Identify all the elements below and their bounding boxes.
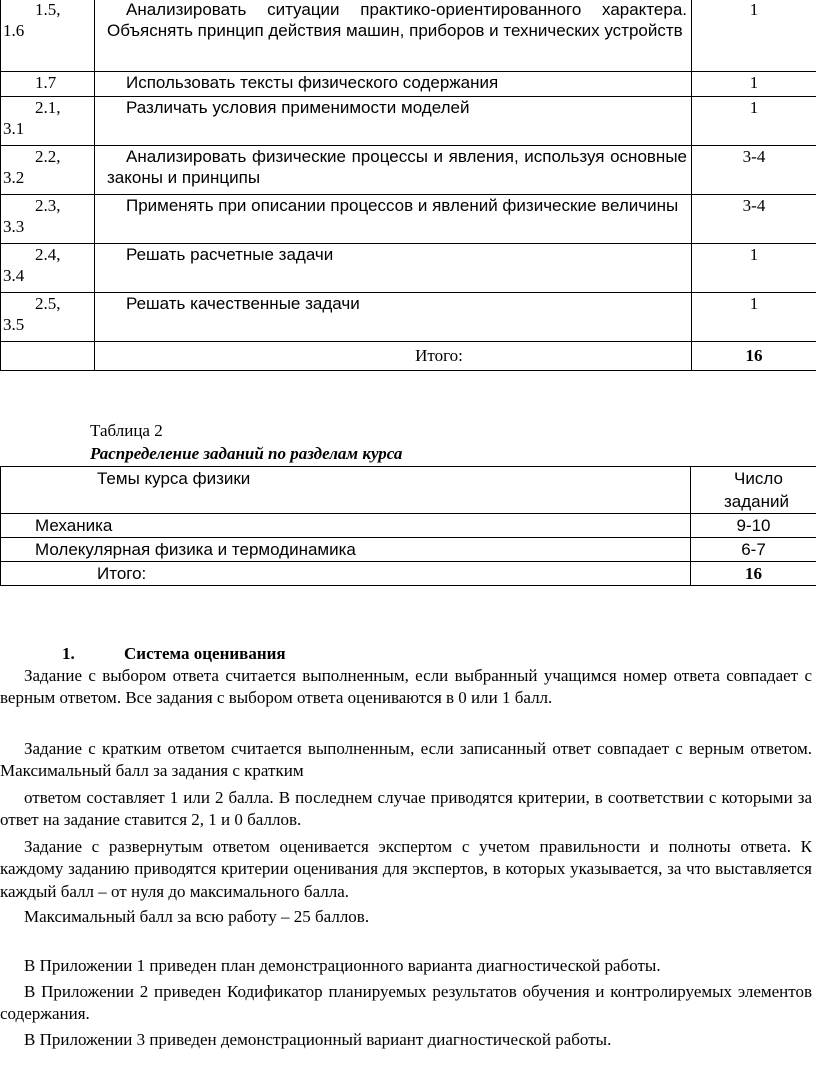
row-task-count: 1 (692, 293, 816, 342)
table2-total-row (1, 562, 816, 586)
paragraph-choice-tasks: Задание с выбором ответа считается выполненным, если выбранный учащимся номер ответа совпадает с верным ответом. Все задания с выбором ответа оцениваются в 0 или 1 балл. (0, 666, 812, 708)
row-code-line1: 1.5, (35, 0, 61, 19)
paragraph-appendix-1: В Приложении 1 приведен план демонстрационного варианта диагностической работы. (24, 956, 661, 975)
table2-header-topics: Темы курса физики (1, 467, 691, 514)
row-code-line1: 2.5, (35, 294, 61, 313)
row-description: Анализировать физические процессы и явления, используя основные законы и принципы (95, 146, 692, 195)
empty-cell (1, 342, 95, 371)
section-title: Система оценивания (124, 644, 286, 663)
table2-caption-title: Распределение заданий по разделам курса (90, 444, 403, 463)
row-code-line2: 3.4 (3, 266, 25, 285)
row-description: Анализировать ситуации практико-ориентированного характера. Объяснять принцип действия машин, приборов и технических устройств (95, 0, 692, 72)
table2-header-count-line1: Число (734, 469, 783, 488)
paragraph-short-answer: Задание с кратким ответом считается выполненным, если записанный ответ совпадает с верным ответом. Максимальный балл за задания с кратким (0, 739, 812, 781)
table2-row-count: 9-10 (691, 514, 816, 538)
requirements-table-body (1, 0, 816, 371)
table2-caption-number: Таблица 2 (90, 421, 163, 440)
table-row (1, 293, 816, 342)
table2-row-count: 6-7 (691, 538, 816, 562)
paragraph-max-score: Максимальный балл за всю работу – 25 баллов. (24, 907, 370, 926)
row-code (1, 146, 95, 195)
paragraph-short-answer-cont: ответом составляет 1 или 2 балла. В последнем случае приводятся критерии, в соответствии с которыми за ответ на задание ставится 2, 1 и 0 баллов. (0, 788, 812, 830)
table1-total-label: Итого: (95, 342, 692, 371)
paragraph-appendix-2: В Приложении 2 приведен Кодификатор планируемых результатов обучения и контролируемых элементов содержания. (0, 982, 812, 1024)
table-row (1, 72, 816, 97)
row-description: Использовать тексты физического содержания (95, 72, 692, 97)
row-task-count: 1 (692, 97, 816, 146)
row-description: Решать качественные задачи (95, 293, 692, 342)
table2-header-row (1, 467, 816, 514)
row-code-line1: 2.2, (35, 147, 61, 166)
row-description: Решать расчетные задачи (95, 244, 692, 293)
requirements-table (0, 0, 816, 371)
paragraph-extended-answer: Задание с развернутым ответом оценивается экспертом с учетом правильности и полноты ответа. К каждому заданию приводятся критерии оценивания для экспертов, в которых указывается, за что выставляется каждый балл – от нуля до максимального балла. (0, 837, 812, 901)
table-row (1, 538, 816, 562)
row-code (1, 97, 95, 146)
row-code-line2: 1.6 (3, 21, 25, 40)
table-row (1, 146, 816, 195)
table2-total-label: Итого: (1, 562, 691, 586)
row-code (1, 0, 95, 72)
row-code (1, 195, 95, 244)
row-task-count: 3-4 (692, 195, 816, 244)
row-code (1, 293, 95, 342)
row-task-count: 1 (692, 72, 816, 97)
table-row (1, 244, 816, 293)
course-sections-table (0, 466, 816, 586)
row-code-line2: 3.2 (3, 168, 25, 187)
table2-row-name: Механика (1, 514, 691, 538)
table-row (1, 195, 816, 244)
row-code-line2: 3.5 (3, 315, 25, 334)
row-code-line2: 3.1 (3, 119, 25, 138)
section-heading (62, 644, 286, 664)
row-task-count: 1 (692, 0, 816, 72)
row-code-line2: 3.3 (3, 217, 25, 236)
row-task-count: 1 (692, 244, 816, 293)
table2-row-name: Молекулярная физика и термодинамика (1, 538, 691, 562)
row-code (1, 244, 95, 293)
row-code-line1: 2.3, (35, 196, 61, 215)
table-row (1, 514, 816, 538)
row-description: Применять при описании процессов и явлений физические величины (95, 195, 692, 244)
table2-header-count-line2: заданий (723, 492, 789, 511)
row-description: Различать условия применимости моделей (95, 97, 692, 146)
row-code-line1: 1.7 (35, 73, 57, 92)
section-number: 1. (62, 644, 75, 663)
table2-header-count (691, 467, 816, 514)
table-row (1, 0, 816, 72)
table2-total-value: 16 (691, 562, 816, 586)
row-code (1, 72, 95, 97)
table-row (1, 97, 816, 146)
row-code-line1: 2.4, (35, 245, 61, 264)
table1-total-value: 16 (692, 342, 816, 371)
row-task-count: 3-4 (692, 146, 816, 195)
paragraph-appendix-3: В Приложении 3 приведен демонстрационный вариант диагностической работы. (24, 1030, 612, 1049)
table1-total-row (1, 342, 816, 371)
row-code-line1: 2.1, (35, 98, 61, 117)
